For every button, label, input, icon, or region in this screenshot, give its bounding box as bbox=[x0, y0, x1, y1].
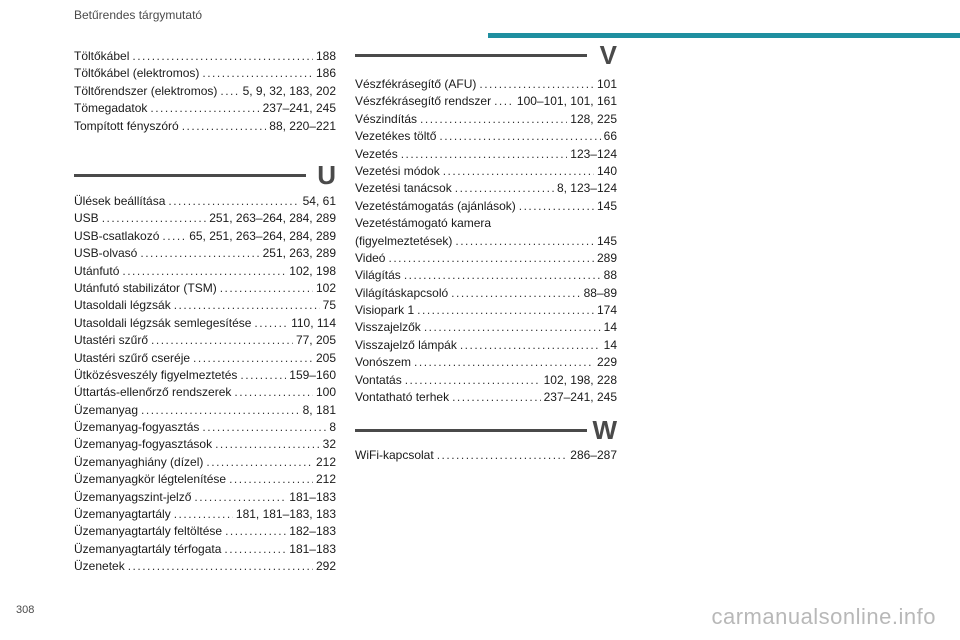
index-entry bbox=[74, 228, 336, 245]
index-pages: 237–241, 245 bbox=[543, 390, 617, 405]
index-term: Üzemanyagkör légtelenítése bbox=[74, 472, 227, 487]
index-term: Világítás bbox=[355, 268, 401, 283]
index-entry bbox=[74, 210, 336, 227]
leader-dots bbox=[451, 285, 580, 302]
leader-dots bbox=[225, 523, 286, 540]
index-pages: 145 bbox=[596, 233, 617, 248]
leader-dots bbox=[140, 245, 259, 262]
index-entry bbox=[74, 100, 336, 117]
index-term: Utasoldali légzsák semlegesítése bbox=[74, 315, 252, 330]
index-pages: 110, 114 bbox=[291, 315, 336, 330]
index-term: Üzenetek bbox=[74, 559, 125, 574]
index-pages: 181–183 bbox=[289, 489, 336, 504]
index-pages: 186 bbox=[315, 66, 336, 81]
index-entry bbox=[355, 146, 617, 163]
index-pages: 237–241, 245 bbox=[262, 101, 336, 116]
index-term: Ülések beállítása bbox=[74, 194, 166, 208]
index-pages: 286–287 bbox=[570, 448, 617, 462]
leader-dots bbox=[206, 454, 313, 471]
leader-dots bbox=[151, 332, 293, 349]
leader-dots bbox=[494, 93, 514, 110]
index-term: Üzemanyag-fogyasztás bbox=[74, 420, 200, 435]
index-entry bbox=[355, 372, 617, 389]
index-term: WiFi-kapcsolat bbox=[355, 448, 434, 462]
index-pages: 188 bbox=[315, 49, 336, 63]
leader-dots bbox=[202, 65, 313, 82]
section-rule bbox=[355, 429, 587, 432]
index-pages: 88, 220–221 bbox=[269, 118, 336, 133]
index-pages: 251, 263, 289 bbox=[262, 246, 336, 261]
leader-dots bbox=[455, 233, 594, 250]
index-pages: 101 bbox=[596, 77, 617, 91]
leader-dots bbox=[401, 146, 568, 163]
index-entry bbox=[74, 83, 336, 100]
index-term: Utánfutó bbox=[74, 263, 120, 278]
leader-dots bbox=[234, 384, 313, 401]
index-pages: 54, 61 bbox=[302, 194, 336, 208]
index-term: Ütközésveszély figyelmeztetés bbox=[74, 367, 238, 382]
index-term: Világításkapcsoló bbox=[355, 285, 449, 300]
index-pages: 182–183 bbox=[289, 524, 336, 539]
index-entry bbox=[74, 541, 336, 558]
leader-dots bbox=[102, 210, 207, 227]
index-term: (figyelmeztetések) bbox=[355, 233, 453, 248]
index-term: Vonószem bbox=[355, 355, 412, 370]
index-entry-continuation bbox=[355, 233, 617, 250]
index-pages: 102 bbox=[315, 280, 336, 295]
header-accent-bar bbox=[488, 33, 960, 38]
index-pages: 8, 181 bbox=[302, 402, 336, 417]
index-pages: 128, 225 bbox=[570, 111, 617, 126]
leader-dots bbox=[414, 354, 594, 371]
index-term: Üzemanyagszint-jelző bbox=[74, 489, 192, 504]
index-entry bbox=[74, 332, 336, 349]
index-entry bbox=[74, 280, 336, 297]
index-entry bbox=[74, 506, 336, 523]
index-term: Töltőkábel bbox=[74, 49, 130, 63]
index-term: Üzemanyagtartály térfogata bbox=[74, 541, 222, 556]
index-entry bbox=[355, 128, 617, 145]
leader-dots bbox=[168, 193, 299, 210]
index-term: Vészfékrásegítő rendszer bbox=[355, 94, 492, 109]
index-entry bbox=[74, 315, 336, 332]
index-entry bbox=[355, 198, 617, 215]
index-entry bbox=[74, 48, 336, 65]
index-term: Visiopark 1 bbox=[355, 303, 415, 318]
index-pages: 14 bbox=[603, 320, 617, 335]
index-term: Utastéri szűrő bbox=[74, 333, 149, 348]
index-term: Vezetés bbox=[355, 146, 398, 161]
index-term: Üzemanyagtartály bbox=[74, 507, 171, 522]
index-entry bbox=[355, 180, 617, 197]
section-rule bbox=[355, 54, 587, 57]
index-entry bbox=[74, 245, 336, 262]
index-entry bbox=[74, 419, 336, 436]
index-entry bbox=[355, 285, 617, 302]
index-term: Videó bbox=[355, 250, 386, 265]
index-entry bbox=[355, 76, 617, 93]
section-header-w bbox=[355, 415, 617, 449]
index-term: Üzemanyagtartály feltöltése bbox=[74, 524, 223, 539]
index-term: Úttartás-ellenőrző rendszerek bbox=[74, 385, 232, 400]
index-entry bbox=[74, 350, 336, 367]
index-pages: 88–89 bbox=[583, 285, 617, 300]
index-pages: 289 bbox=[596, 250, 617, 265]
index-pages: 75 bbox=[322, 298, 336, 313]
leader-dots bbox=[404, 267, 601, 284]
index-entry bbox=[355, 447, 617, 464]
index-entry bbox=[74, 471, 336, 488]
leader-dots bbox=[220, 83, 239, 100]
index-list-w bbox=[355, 447, 617, 464]
index-term: Vezetékes töltő bbox=[355, 129, 437, 144]
section-letter: V bbox=[599, 40, 617, 70]
index-entry bbox=[74, 118, 336, 135]
index-term: Vontatható terhek bbox=[355, 390, 450, 405]
index-entry bbox=[74, 402, 336, 419]
index-pages: 32 bbox=[322, 437, 336, 452]
index-term: Vészindítás bbox=[355, 111, 418, 126]
leader-dots bbox=[437, 447, 568, 464]
leader-dots bbox=[254, 315, 288, 332]
leader-dots bbox=[122, 263, 286, 280]
index-pages: 8 bbox=[329, 420, 336, 435]
leader-dots bbox=[182, 118, 267, 135]
index-list-v bbox=[355, 76, 617, 406]
leader-dots bbox=[455, 180, 554, 197]
index-entry bbox=[74, 523, 336, 540]
index-entry bbox=[355, 354, 617, 371]
leader-dots bbox=[202, 419, 326, 436]
index-pages: 14 bbox=[603, 337, 617, 352]
index-entry bbox=[355, 111, 617, 128]
leader-dots bbox=[193, 350, 313, 367]
index-pages: 292 bbox=[315, 559, 336, 574]
index-entry bbox=[355, 267, 617, 284]
leader-dots bbox=[240, 367, 286, 384]
index-entry bbox=[74, 558, 336, 575]
index-entry bbox=[74, 454, 336, 471]
index-entry bbox=[355, 215, 617, 250]
index-pages: 100–101, 101, 161 bbox=[516, 94, 617, 109]
index-term: Töltőrendszer (elektromos) bbox=[74, 83, 218, 98]
index-pages: 140 bbox=[596, 163, 617, 178]
index-pages: 102, 198 bbox=[289, 263, 336, 278]
index-term: Vezetéstámogatás (ajánlások) bbox=[355, 198, 516, 213]
index-pages: 229 bbox=[596, 355, 617, 370]
index-term: Üzemanyaghiány (dízel) bbox=[74, 454, 204, 469]
index-entry bbox=[74, 193, 336, 210]
section-letter: U bbox=[317, 160, 336, 190]
index-entry bbox=[355, 389, 617, 406]
index-pages: 66 bbox=[603, 129, 617, 144]
index-pages: 77, 205 bbox=[295, 333, 336, 348]
leader-dots bbox=[174, 297, 320, 314]
index-term: Visszajelző lámpák bbox=[355, 337, 457, 352]
leader-dots bbox=[132, 48, 313, 65]
leader-dots bbox=[519, 198, 594, 215]
watermark-text: carmanualsonline.info bbox=[711, 604, 936, 629]
index-entry bbox=[74, 436, 336, 453]
index-entry bbox=[74, 297, 336, 314]
index-pages: 8, 123–124 bbox=[556, 181, 617, 196]
index-entry bbox=[355, 163, 617, 180]
index-term: Vészfékrásegítő (AFU) bbox=[355, 77, 477, 91]
index-term: USB bbox=[74, 211, 99, 226]
index-pages: 145 bbox=[596, 198, 617, 213]
index-term: Töltőkábel (elektromos) bbox=[74, 66, 200, 81]
leader-dots bbox=[479, 76, 594, 93]
index-entry bbox=[355, 302, 617, 319]
index-pages: 251, 263–264, 284, 289 bbox=[209, 211, 336, 226]
leader-dots bbox=[417, 302, 594, 319]
index-term: Vezetési módok bbox=[355, 163, 440, 178]
index-entry bbox=[355, 93, 617, 110]
index-list-v-part-b bbox=[355, 250, 617, 407]
index-term: Tompított fényszóró bbox=[74, 118, 179, 133]
index-term: USB-csatlakozó bbox=[74, 228, 160, 243]
index-list-u bbox=[74, 193, 336, 576]
index-pages: 5, 9, 32, 183, 202 bbox=[242, 83, 336, 98]
index-term: Üzemanyag-fogyasztások bbox=[74, 437, 213, 452]
index-pages: 212 bbox=[315, 454, 336, 469]
index-pages: 88 bbox=[603, 268, 617, 283]
index-entry bbox=[74, 384, 336, 401]
index-term: Utasoldali légzsák bbox=[74, 298, 171, 313]
leader-dots bbox=[150, 100, 259, 117]
leader-dots bbox=[224, 541, 286, 558]
index-term: Visszajelzők bbox=[355, 320, 421, 335]
index-term: Tömegadatok bbox=[74, 101, 148, 116]
index-pages: 205 bbox=[315, 350, 336, 365]
index-entry bbox=[355, 319, 617, 336]
index-pages: 181–183 bbox=[289, 541, 336, 556]
index-pages: 181, 181–183, 183 bbox=[235, 507, 336, 522]
section-header-v bbox=[355, 40, 617, 74]
index-list-v-part-a bbox=[355, 76, 617, 215]
index-pages: 102, 198, 228 bbox=[543, 372, 617, 387]
leader-dots bbox=[194, 489, 286, 506]
index-pages: 123–124 bbox=[570, 146, 617, 161]
leader-dots bbox=[443, 163, 594, 180]
section-rule bbox=[74, 174, 306, 177]
leader-dots bbox=[174, 506, 233, 523]
leader-dots bbox=[215, 436, 320, 453]
index-entry bbox=[74, 489, 336, 506]
index-term: USB-olvasó bbox=[74, 246, 138, 261]
index-term: Vezetési tanácsok bbox=[355, 181, 452, 196]
leader-dots bbox=[388, 250, 593, 267]
section-letter: W bbox=[592, 415, 617, 445]
page-number: 308 bbox=[16, 604, 35, 616]
index-entry bbox=[74, 367, 336, 384]
page-header-title: Betűrendes tárgymutató bbox=[74, 8, 203, 22]
leader-dots bbox=[452, 389, 541, 406]
leader-dots bbox=[229, 471, 313, 488]
index-term: Üzemanyag bbox=[74, 402, 139, 417]
index-list-t bbox=[74, 48, 336, 135]
index-term: Utánfutó stabilizátor (TSM) bbox=[74, 280, 217, 295]
leader-dots bbox=[162, 228, 186, 245]
index-pages: 174 bbox=[596, 303, 617, 318]
index-entry bbox=[74, 65, 336, 82]
index-term: Vontatás bbox=[355, 372, 402, 387]
index-term: Utastéri szűrő cseréje bbox=[74, 350, 191, 365]
index-entry bbox=[355, 250, 617, 267]
section-header-u bbox=[74, 160, 336, 194]
leader-dots bbox=[424, 319, 601, 336]
index-entry bbox=[74, 263, 336, 280]
leader-dots bbox=[405, 372, 541, 389]
index-pages: 65, 251, 263–264, 284, 289 bbox=[189, 228, 336, 243]
leader-dots bbox=[128, 558, 313, 575]
leader-dots bbox=[141, 402, 300, 419]
leader-dots bbox=[439, 128, 600, 145]
leader-dots bbox=[220, 280, 313, 297]
index-pages: 159–160 bbox=[289, 367, 336, 382]
index-entry bbox=[355, 337, 617, 354]
index-pages: 100 bbox=[315, 385, 336, 400]
leader-dots bbox=[460, 337, 601, 354]
leader-dots bbox=[420, 111, 567, 128]
index-term: Vezetéstámogató kamera bbox=[355, 216, 492, 231]
index-pages: 212 bbox=[315, 472, 336, 487]
